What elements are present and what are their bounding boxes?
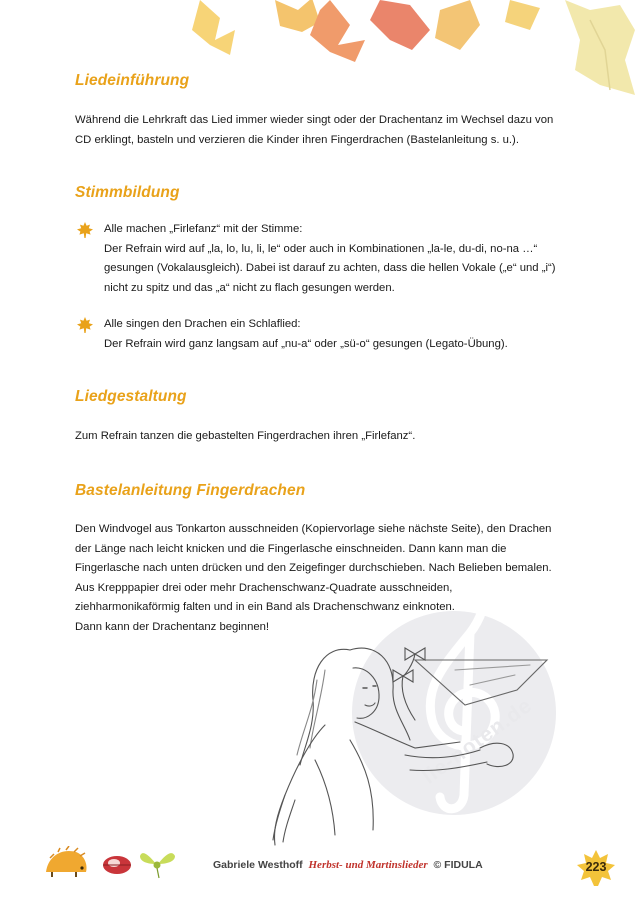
page-number-badge (576, 848, 616, 888)
autumn-leaves-decoration (180, 0, 640, 110)
footer-series-title: Herbst- und Martinslieder (308, 859, 428, 871)
page-number: 223 (585, 860, 607, 874)
watermark-text: lie-noten.de (418, 693, 537, 789)
footer-publisher: © FIDULA (433, 859, 483, 871)
bastelanleitung-paragraph-1: Den Windvogel aus Tonkarton ausschneiden (Kopiervorlage siehe nächste Seite), den Drachen der Länge nach leicht knicken und die Fingerlasche einschneiden. Dann kann man die Fingerlasche nach unten drücken und den Zeigefinger durchschieben. Nach Belieben bemalen. (75, 523, 552, 574)
maple-seed-icon (138, 846, 178, 880)
liedeinfuehrung-text: Während die Lehrkraft das Lied immer wieder singt oder der Drachentanz im Wechsel dazu von CD erklingt, basteln und verzieren die Kinder ihren Fingerdrachen (Bastelanleitung s. u.). (75, 114, 554, 146)
maple-leaf-icon (77, 317, 93, 333)
bullet-title: Alle singen den Drachen ein Schlaflied: (104, 318, 301, 330)
page-footer (213, 859, 483, 871)
bastelanleitung-paragraph-2: Aus Krepppapier drei oder mehr Drachenschwanz-Quadrate ausschneiden, ziehharmonikaförmig falten und in ein Band als Drachenschwanz einknoten. (75, 581, 455, 613)
footer-author: Gabriele Westhoff (213, 859, 303, 871)
bullet-text (104, 220, 574, 298)
heading-bastelanleitung: Bastelanleitung Fingerdrachen (75, 482, 306, 499)
bullet-description: Der Refrain wird auf „la, lo, lu, li, le“ oder auch in Kombinationen „la-le, du-di, no-na …“ gesungen (Vokalausgleich). Dabei ist darauf zu achten, dass die hellen Vokale („e“ und „i“) nicht zu spitz und das „a“ nicht zu flach gesungen werden. (104, 242, 556, 294)
bullet-title: Alle machen „Firlefanz“ mit der Stimme: (104, 223, 303, 235)
bastelanleitung-paragraph-3: Dann kann der Drachentanz beginnen! (75, 620, 270, 633)
liedgestaltung-text: Zum Refrain tanzen die gebastelten Fingerdrachen ihren „Firlefanz“. (75, 430, 416, 442)
heading-liedgestaltung: Liedgestaltung (75, 388, 187, 405)
bullet-text (104, 315, 574, 354)
heading-liedeinfuehrung: Liedeinführung (75, 72, 190, 89)
bastelanleitung-text (75, 520, 553, 637)
girl-with-finger-kite-illustration (255, 630, 565, 855)
heading-stimmbildung: Stimmbildung (75, 184, 180, 201)
bullet-description: Der Refrain wird ganz langsam auf „nu-a“ oder „sü-o“ gesungen (Legato-Übung). (104, 337, 508, 350)
lantern-icon (100, 852, 134, 878)
hedgehog-icon (42, 846, 90, 880)
maple-leaf-icon (77, 222, 93, 238)
